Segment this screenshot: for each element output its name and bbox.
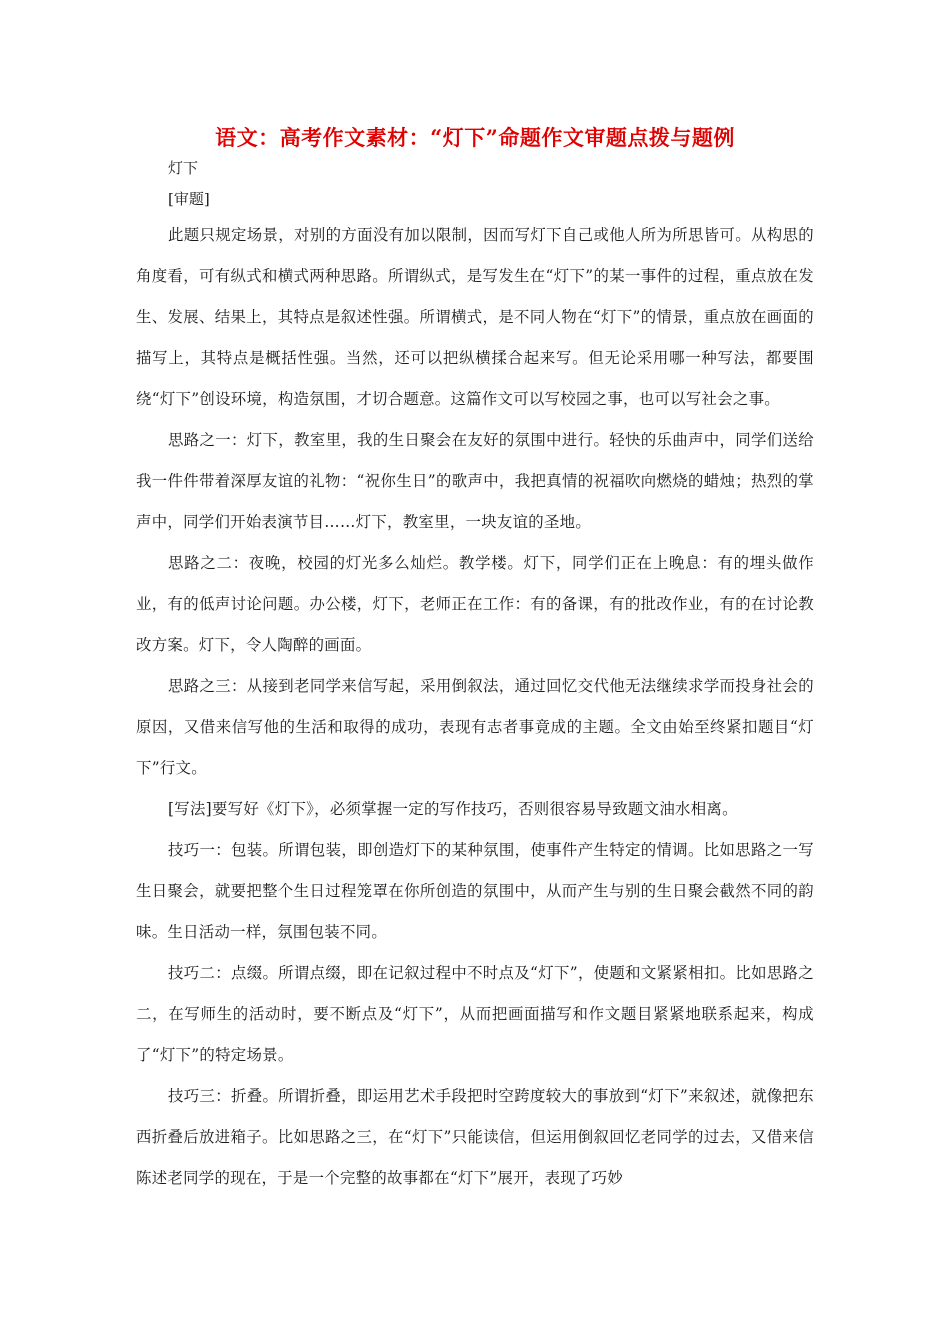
document-body: [136, 215, 814, 1199]
section-label-shenti: [审题]: [168, 190, 210, 208]
paragraph-idea-1: 思路之一：灯下，教室里，我的生日聚会在友好的氛围中进行。轻快的乐曲声中，同学们送给我一件件带着深厚友谊的礼物：“祝你生日”的歌声中，我把真情的祝福吹向燃烧的蜡烛；热烈的掌声中，同学们开始表演节目……灯下，教室里，一块友谊的圣地。: [136, 431, 814, 531]
paragraph-technique-1: 技巧一：包装。所谓包装，即创造灯下的某种氛围，使事件产生特定的情调。比如思路之一写生日聚会，就要把整个生日过程笼罩在你所创造的氛围中，从而产生与别的生日聚会截然不同的韵味。生日活动一样，氛围包装不同。: [136, 841, 814, 941]
paragraph-technique-2: 技巧二：点缀。所谓点缀，即在记叙过程中不时点及“灯下”，使题和文紧紧相扣。比如思路之二，在写师生的活动时，要不断点及“灯下”，从而把画面描写和作文题目紧紧地联系起来，构成了“灯下”的特定场景。: [136, 964, 814, 1064]
document-title: 语文：高考作文素材：“灯下”命题作文审题点拨与题例: [215, 125, 735, 150]
document-page: [136, 118, 814, 1199]
paragraph-writing-method: [写法]要写好《灯下》，必须掌握一定的写作技巧，否则很容易导致题文油水相离。: [168, 800, 738, 818]
paragraph-idea-3: 思路之三：从接到老同学来信写起，采用倒叙法，通过回忆交代他无法继续求学而投身社会的原因，又借来信写他的生活和取得的成功，表现有志者事竟成的主题。全文由始至终紧扣题目“灯下”行文。: [136, 677, 814, 777]
paragraph-idea-2: 思路之二：夜晚，校园的灯光多么灿烂。教学楼。灯下，同学们正在上晚息：有的埋头做作业，有的低声讨论问题。办公楼，灯下，老师正在工作：有的备课，有的批改作业，有的在讨论教改方案。灯下，令人陶醉的画面。: [136, 554, 814, 654]
paragraph-technique-3: 技巧三：折叠。所谓折叠，即运用艺术手段把时空跨度较大的事放到“灯下”来叙述，就像把东西折叠后放进箱子。比如思路之三，在“灯下”只能读信，但运用倒叙回忆老同学的过去，又借来信陈述老同学的现在，于是一个完整的故事都在“灯下”展开，表现了巧妙: [136, 1087, 814, 1187]
document-subtitle: 灯下: [168, 159, 199, 177]
paragraph-analysis: 此题只规定场景，对别的方面没有加以限制，因而写灯下自己或他人所为所思皆可。从构思的角度看，可有纵式和横式两种思路。所谓纵式，是写发生在“灯下”的某一事件的过程，重点放在发生、发展、结果上，其特点是叙述性强。所谓横式，是不同人物在“灯下”的情景，重点放在画面的描写上，其特点是概括性强。当然，还可以把纵横揉合起来写。但无论采用哪一种写法，都要围绕“灯下”创设环境，构造氛围，才切合题意。这篇作文可以写校园之事，也可以写社会之事。: [136, 226, 814, 408]
